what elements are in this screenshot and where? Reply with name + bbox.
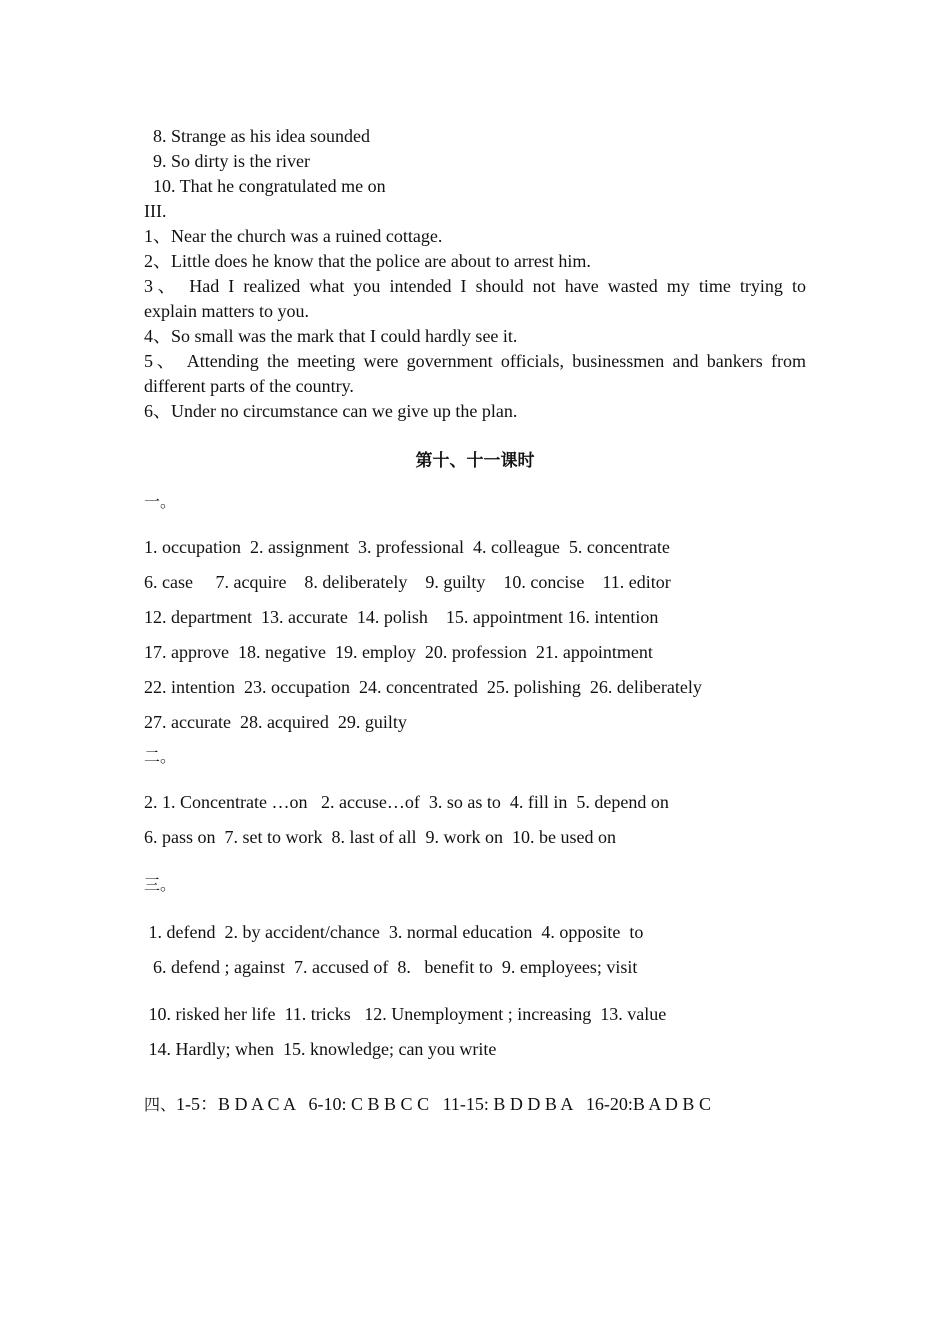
answer-line: 27. accurate 28. acquired 29. guilty xyxy=(144,712,407,732)
answer-line: 10. risked her life 11. tricks 12. Unemployment ; increasing 13. value xyxy=(144,1004,667,1024)
answer-line: 2. 1. Concentrate …on 2. accuse…of 3. so as to 4. fill in 5. depend on xyxy=(144,792,669,812)
answer-sentence: 2、Little does he know that the police are about to arrest him. xyxy=(144,251,591,271)
answer-line: 9. So dirty is the river xyxy=(144,151,310,171)
section-label: 三。 xyxy=(144,875,177,894)
answer-sentence: 1、Near the church was a ruined cottage. xyxy=(144,226,443,246)
lesson-title: 第十、十一课时 xyxy=(415,451,535,471)
section-label: III. xyxy=(144,201,167,221)
answer-line: 14. Hardly; when 15. knowledge; can you write xyxy=(144,1039,497,1059)
answer-line: 10. That he congratulated me on xyxy=(144,176,386,196)
answer-sentence: 5、 Attending the meeting were government officials, businessmen and bankers from xyxy=(144,351,806,371)
answer-sentence-continuation: explain matters to you. xyxy=(144,301,309,321)
answer-line: 6. defend ; against 7. accused of 8. benefit to 9. employees; visit xyxy=(144,957,638,977)
answer-line: 1. occupation 2. assignment 3. professional 4. colleague 5. concentrate xyxy=(144,537,670,557)
section-label: 二。 xyxy=(144,747,177,766)
answer-sentence: 3、 Had I realized what you intended I should not have wasted my time trying to xyxy=(144,276,806,296)
answer-line: 17. approve 18. negative 19. employ 20. profession 21. appointment xyxy=(144,642,653,662)
answer-sentence: 6、Under no circumstance can we give up the plan. xyxy=(144,401,518,421)
answer-line: 8. Strange as his idea sounded xyxy=(144,126,370,146)
answer-line xyxy=(144,1092,806,1117)
section-label: 四、 xyxy=(144,1095,177,1114)
answer-line: 1. defend 2. by accident/chance 3. normal education 4. opposite to xyxy=(144,922,644,942)
answer-line: 6. case 7. acquire 8. deliberately 9. guilty 10. concise 11. editor xyxy=(144,572,671,592)
answer-line: 22. intention 23. occupation 24. concentrated 25. polishing 26. deliberately xyxy=(144,677,702,697)
answer-sentence: 4、So small was the mark that I could hardly see it. xyxy=(144,326,518,346)
answer-line: 12. department 13. accurate 14. polish 15. appointment 16. intention xyxy=(144,607,659,627)
answer-sentence-continuation: different parts of the country. xyxy=(144,376,354,396)
answer-line: 6. pass on 7. set to work 8. last of all 9. work on 10. be used on xyxy=(144,827,616,847)
multiple-choice-answers: 1-5：B D A C A 6-10: C B B C C 11-15: B D D B A 16-20:B A D B C xyxy=(176,1094,711,1114)
section-label: 一。 xyxy=(144,492,177,511)
